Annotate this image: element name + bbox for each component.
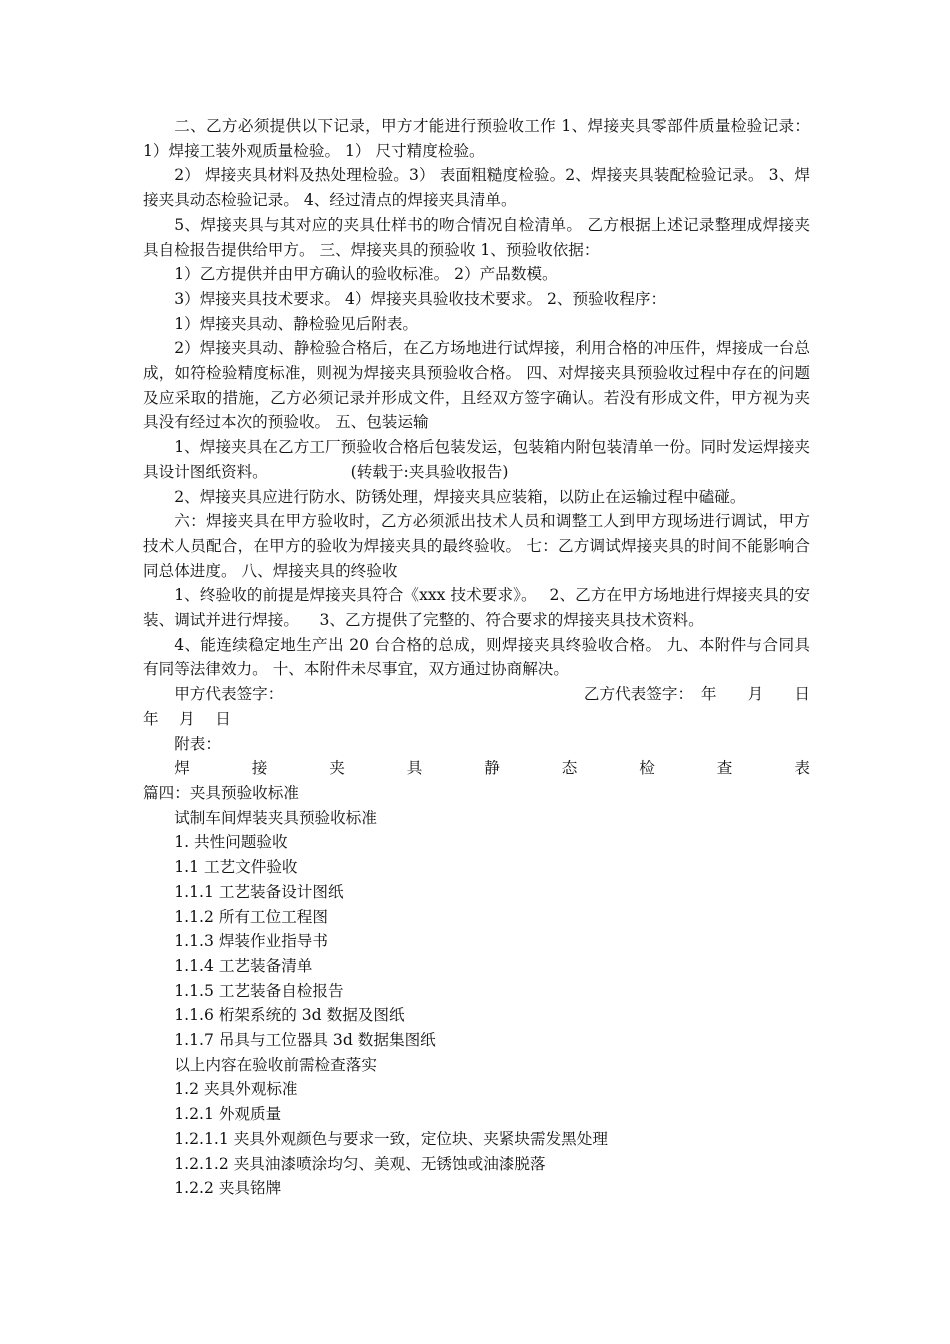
party-b-signature-label: 乙方代表签字： 年 月 日 [583, 685, 810, 704]
outline-item: 1.1.5 工艺装备自检报告 [174, 981, 344, 1000]
outline-item: 1.1 工艺文件验收 [174, 858, 298, 877]
outline-item: 以上内容在验收前需检查落实 [174, 1055, 377, 1074]
table-title-char: 夹 [329, 759, 345, 778]
paragraph: 2、焊接夹具应进行防水、防锈处理，焊接夹具应装箱，以防止在运输过程中磕碰。 [174, 487, 746, 506]
table-title-char: 表 [794, 759, 810, 778]
paragraph: 1、焊接夹具在乙方工厂预验收合格后包装发运，包装箱内附包装清单一份。同时发运焊接夹具设计图纸资料。 (转载于:夹具验收报告) [143, 438, 810, 481]
outline-item: 1.1.2 所有工位工程图 [174, 907, 328, 926]
party-a-signature-label: 甲方代表签字： [174, 685, 284, 704]
table-title-char: 具 [406, 759, 423, 778]
table-title [143, 756, 810, 781]
table-title-char: 接 [251, 759, 268, 778]
signature-line [143, 682, 810, 707]
paragraph: 1）乙方提供并由甲方确认的验收标准。 2）产品数模。 [174, 265, 558, 284]
paragraph: 3）焊接夹具技术要求。 4）焊接夹具验收技术要求。 2、预验收程序： [174, 289, 667, 308]
paragraph: 六：焊接夹具在甲方验收时，乙方必须派出技术人员和调整工人到甲方现场进行调试，甲方技术人员配合，在甲方的验收为焊接夹具的最终验收。 七：乙方调试焊接夹具的时间不能影响合同总体进度。 八、焊接夹具的终验收 [143, 512, 810, 580]
paragraph: 1）焊接夹具动、静检验见后附表。 [174, 314, 419, 333]
outline-item: 1.1.7 吊具与工位器具 3d 数据集图纸 [174, 1031, 436, 1050]
table-title-char: 查 [716, 759, 733, 778]
doc-title: 试制车间焊装夹具预验收标准 [174, 808, 377, 827]
signature-date: 年 月 日 [143, 709, 231, 728]
outline-item: 1.2.1.2 夹具油漆喷涂均匀、美观、无锈蚀或油漆脱落 [174, 1154, 546, 1173]
outline-item: 1.2.1.1 夹具外观颜色与要求一致，定位块、夹紧块需发黑处理 [174, 1129, 608, 1148]
outline-item: 1.1.3 焊装作业指导书 [174, 932, 328, 951]
outline-item: 1.2.2 夹具铭牌 [174, 1179, 282, 1198]
table-title-char: 静 [484, 759, 500, 778]
outline-item: 1.1.6 桁架系统的 3d 数据及图纸 [174, 1006, 405, 1025]
table-title-char: 检 [639, 759, 655, 778]
attachment-label: 附表： [174, 734, 221, 753]
paragraph: 5、焊接夹具与其对应的夹具仕样书的吻合情况自检清单。 乙方根据上述记录整理成焊接夹具自检报告提供给甲方。 三、焊接夹具的预验收 1、预验收依据： [143, 215, 810, 259]
paragraph: 2）焊接夹具动、静检验合格后，在乙方场地进行试焊接，利用合格的冲压件，焊接成一台总成，如符检验精度标准，则视为焊接夹具预验收合格。 四、对焊接夹具预验收过程中存在的问题及应采取的措施，乙方必须记录并形成文件，且经双方签字确认。若没有形成文件，甲方视为夹具没有经过本次的预验收。 五、包装运输 [143, 339, 810, 432]
table-title-char: 态 [561, 759, 578, 778]
document-page [143, 114, 810, 1201]
paragraph: 4、能连续稳定地生产出 20 台合格的总成，则焊接夹具终验收合格。 九、本附件与合同具有同等法律效力。 十、本附件未尽事宜，双方通过协商解决。 [143, 635, 810, 679]
paragraph: 二、乙方必须提供以下记录，甲方才能进行预验收工作 1、焊接夹具零部件质量检验记录： 1）焊接工装外观质量检验。 1） 尺寸精度检验。 [143, 117, 810, 160]
outline-item: 1.2.1 外观质量 [174, 1105, 282, 1124]
outline-item: 1.1.1 工艺装备设计图纸 [174, 882, 344, 901]
outline-item: 1.2 夹具外观标准 [174, 1080, 298, 1099]
section-title: 篇四：夹具预验收标准 [143, 783, 299, 802]
outline-item: 1.1.4 工艺装备清单 [174, 956, 313, 975]
paragraph: 1、终验收的前提是焊接夹具符合《xxx 技术要求》。 2、乙方在甲方场地进行焊接夹具的安装、调试并进行焊接。 3、乙方提供了完整的、符合要求的焊接夹具技术资料。 [143, 586, 810, 630]
paragraph: 2） 焊接夹具材料及热处理检验。3） 表面粗糙度检验。2、焊接夹具装配检验记录。 3、焊接夹具动态检验记录。 4、经过清点的焊接夹具清单。 [143, 166, 810, 210]
outline-item: 1. 共性问题验收 [174, 833, 288, 852]
table-title-char: 焊 [174, 759, 190, 778]
